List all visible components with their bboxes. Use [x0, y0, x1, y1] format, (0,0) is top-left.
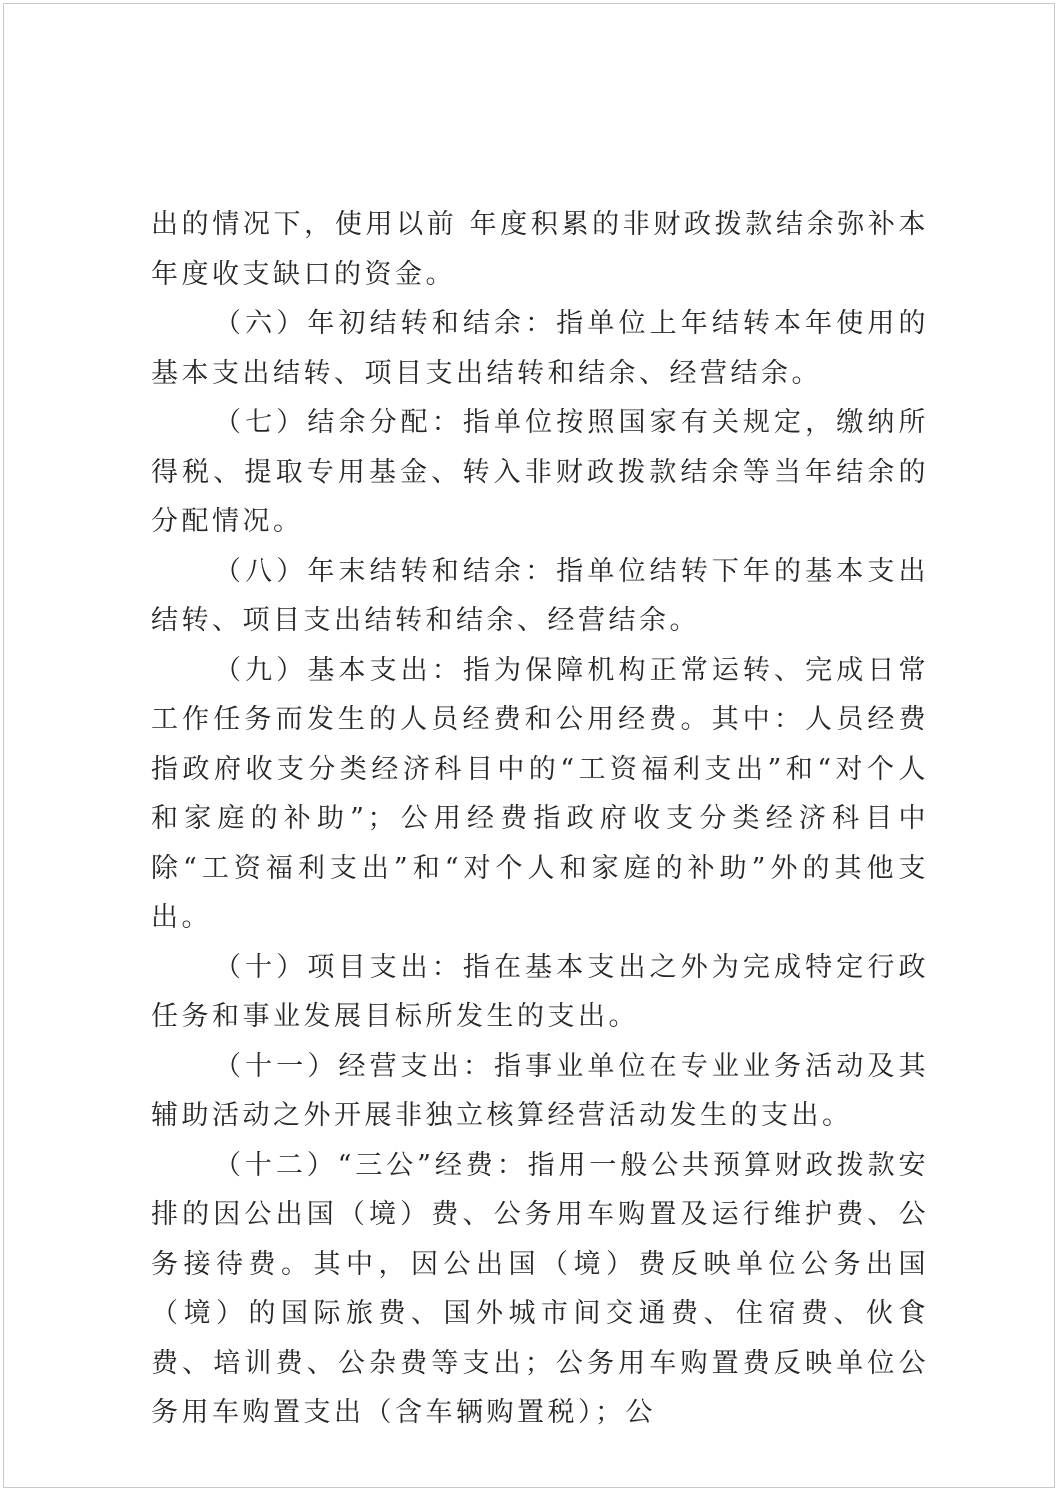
paragraph-item-7: （七）结余分配：指单位按照国家有关规定，缴纳所得税、提取专用基金、转入非财政拨款结余等当年结余的分配情况。 — [151, 407, 929, 537]
document-page — [3, 3, 1055, 1488]
paragraph-item-12: （十二）“三公”经费：指用一般公共预算财政拨款安排的因公出国（境）费、公务用车购置及运行维护费、公务接待费。其中，因公出国（境）费反映单位公务出国（境）的国际旅费、国外城市间交通费、住宿费、伙食费、培训费、公杂费等支出；公务用车购置费反映单位公务用车购置支出（含车辆购置税）；公 — [151, 1149, 929, 1428]
paragraph-item-6: （六）年初结转和结余：指单位上年结转本年使用的基本支出结转、项目支出结转和结余、经营结余。 — [151, 308, 929, 389]
paragraph-continuation: 出的情况下，使用以前 年度积累的非财政拨款结余弥补本年度收支缺口的资金。 — [151, 209, 929, 290]
paragraph-item-8: （八）年末结转和结余：指单位结转下年的基本支出结转、项目支出结转和结余、经营结余。 — [151, 555, 929, 636]
paragraph-item-11: （十一）经营支出：指事业单位在专业业务活动及其辅助活动之外开展非独立核算经营活动发生的支出。 — [151, 1050, 929, 1131]
paragraph-item-10: （十）项目支出：指在基本支出之外为完成特定行政任务和事业发展目标所发生的支出。 — [151, 951, 929, 1032]
document-body — [151, 200, 929, 1438]
paragraph-item-9: （九）基本支出：指为保障机构正常运转、完成日常工作任务而发生的人员经费和公用经费。其中：人员经费指政府收支分类经济科目中的“工资福利支出”和“对个人和家庭的补助”；公用经费指政府收支分类经济科目中除“工资福利支出”和“对个人和家庭的补助”外的其他支出。 — [151, 654, 929, 933]
